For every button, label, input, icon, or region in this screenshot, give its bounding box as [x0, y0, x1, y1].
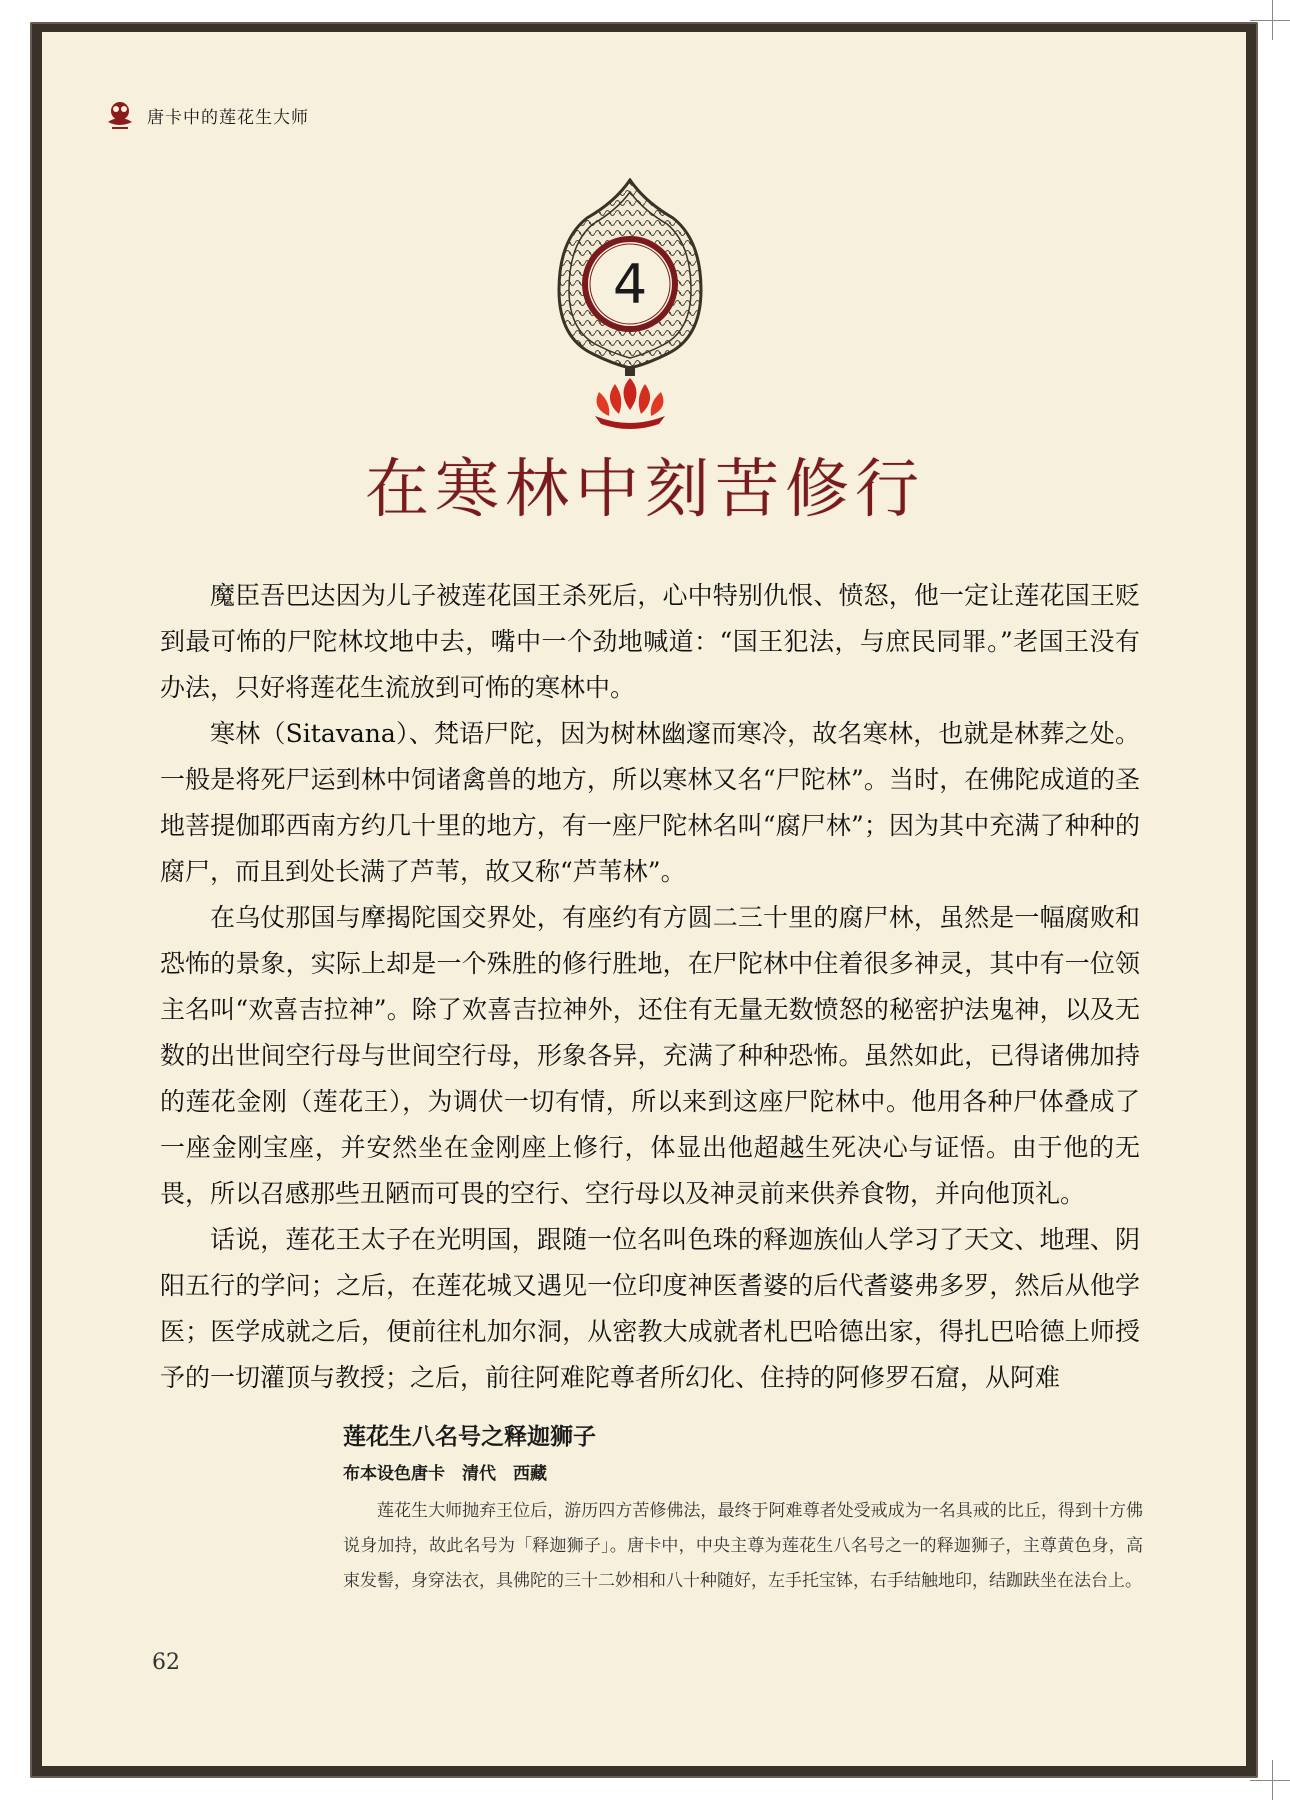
- body-text: [160, 573, 1140, 1401]
- page-number: 62: [152, 1650, 180, 1675]
- chapter-emblem: [555, 178, 705, 434]
- paragraph: 寒林（Sitavana）、梵语尸陀，因为树林幽邃而寒冷，故名寒林，也就是林葬之处。一般是将死尸运到林中饲诸禽兽的地方，所以寒林又名“尸陀林”。当时，在佛陀成道的圣地菩提伽耶西南方约几十里的地方，有一座尸陀林名叫“腐尸林”；因为其中充满了种种的腐尸，而且到处长满了芦苇，故又称“芦苇林”。: [160, 719, 1140, 886]
- chapter-number: 4: [612, 253, 648, 316]
- paragraph: 在乌仗那国与摩揭陀国交界处，有座约有方圆二三十里的腐尸林，虽然是一幅腐败和恐怖的景象，实际上却是一个殊胜的修行胜地，在尸陀林中住着很多神灵，其中有一位领主名叫“欢喜吉拉神”。除了欢喜吉拉神外，还住有无量无数愤怒的秘密护法鬼神，以及无数的出世间空行母与世间空行母，形象各异，充满了种种恐怖。虽然如此，已得诸佛加持的莲花金刚（莲花王），为调伏一切有情，所以来到这座尸陀林中。他用各种尸体叠成了一座金刚宝座，并安然坐在金刚座上修行，体显出他超越生死决心与证悟。由于他的无畏，所以召感那些丑陋而可畏的空行、空行母以及神灵前来供养食物，并向他顶礼。: [160, 903, 1140, 1208]
- crop-mark: [1250, 20, 1290, 21]
- caption-title: 莲花生八名号之释迦狮子: [343, 1424, 596, 1450]
- caption-subtitle: 布本设色唐卡 清代 西藏: [343, 1464, 547, 1484]
- header-title: 唐卡中的莲花生大师: [147, 107, 309, 128]
- crop-mark: [1250, 1780, 1290, 1781]
- figure-caption: [343, 1418, 1143, 1599]
- caption-text: 莲花生大师抛弃王位后，游历四方苦修佛法，最终于阿难尊者处受戒成为一名具戒的比丘，得到十方佛说身加持，故此名号为「释迦狮子」。唐卡中，中央主尊为莲花生八名号之一的释迦狮子，主尊黄色身，高束发髻，身穿法衣，具佛陀的三十二妙相和八十种随好，左手托宝钵，右手结触地印，结跏趺坐在法台上。: [343, 1501, 1143, 1591]
- running-header: [103, 98, 309, 132]
- paragraph: 魔臣吾巴达因为儿子被莲花国王杀死后，心中特别仇恨、愤怒，他一定让莲花国王贬到最可怖的尸陀林坟地中去，嘴中一个劲地喊道：“国王犯法，与庶民同罪。”老国王没有办法，只好将莲花生流放到可怖的寒林中。: [160, 581, 1140, 702]
- paragraph: 话说，莲花王太子在光明国，跟随一位名叫色珠的释迦族仙人学习了天文、地理、阴阳五行的学问；之后，在莲花城又遇见一位印度神医耆婆的后代耆婆弗多罗，然后从他学医；医学成就之后，便前往札加尔洞，从密教大成就者札巴哈德出家，得扎巴哈德上师授予的一切灌顶与教授；之后，前往阿难陀尊者所幻化、住持的阿修罗石窟，从阿难: [160, 1225, 1140, 1392]
- lotus-logo-icon: [103, 98, 137, 132]
- chapter-title: 在寒林中刻苦修行: [365, 453, 925, 527]
- red-lotus-icon: [595, 378, 665, 429]
